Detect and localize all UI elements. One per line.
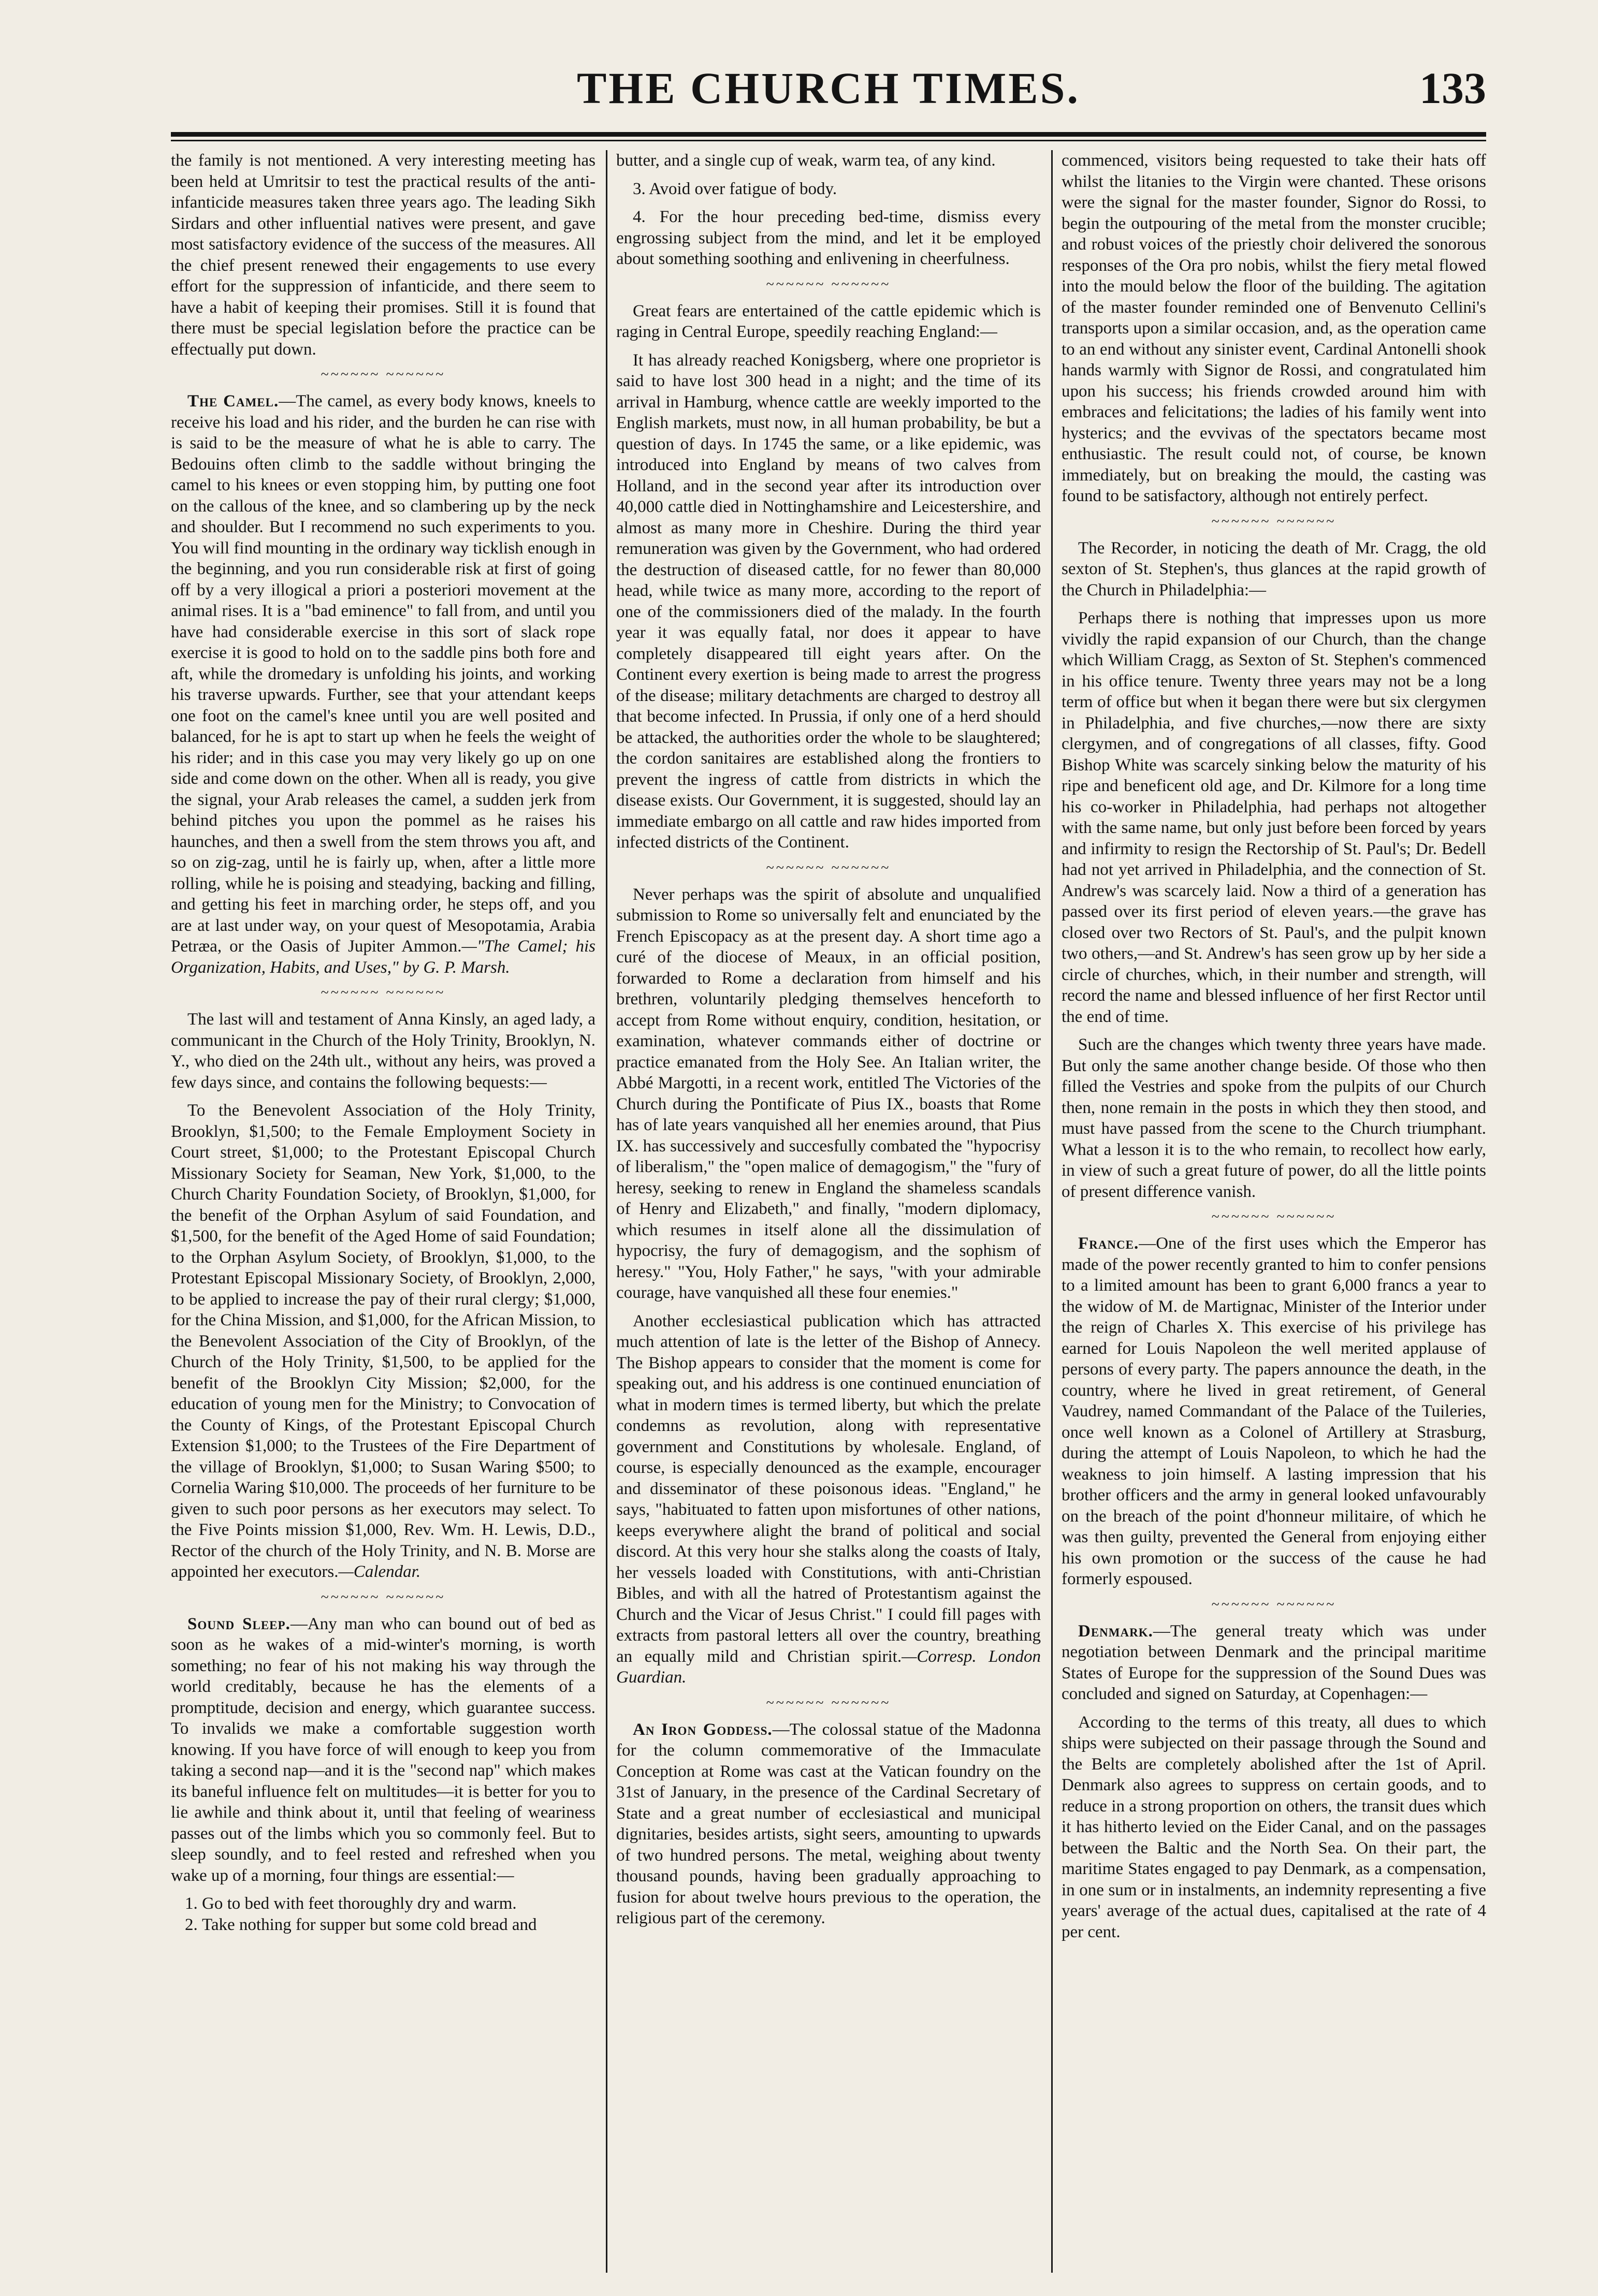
- article-citation: —Corresp. London Guardian.: [616, 1647, 1041, 1687]
- section-separator: ~~~~~~ ~~~~~~: [766, 859, 891, 876]
- article-paragraph: It has already reached Konigsberg, where one proprietor is said to have lost 300 head in a night; and the time of its arrival in Hamburg, whence cattle are weekly imported to the English markets, must now, in all human probability, be but a question of days. In 1745 the same, or a like epidemic, was introduced into England by means of two calves from Holland, and in the second year after its introduction over 40,000 cattle died in Nottinghamshire and Leicestershire, and almost as many more in Cheshire. During the third year remuneration was given by the Government, who had ordered the destruction of diseased cattle, for no fewer than 80,000 head, while twice as many more, according to the report of one of the commissioners died of the malady. In the fourth year it was equally fatal, nor does it appear to have completely disappeared till eight years after. On the Continent every exertion is being made to arrest the progress of the disease; military detachments are charged to destroy all that become infected. In Prussia, if only one of a herd should be attacked, the authorities order the whole to be slaughtered; the cordon sanitaires are established along the frontiers to prevent the ingress of cattle from districts in which the disease exists. Our Government, it is suggested, should lay an immediate embargo on all cattle and raw hides imported from infected districts of the Continent.: [616, 350, 1041, 852]
- article-sleep: [171, 1614, 595, 1886]
- list-item: 2. Take nothing for supper but some cold bread and: [202, 1914, 595, 1936]
- article-body: —The general treaty which was under negotiation between Denmark and the principal maritime States of Europe for the suppression of the Sound Dues was concluded and signed on Saturday, at Copenhagen:—: [1062, 1621, 1486, 1703]
- article-body: —One of the first uses which the Emperor has made of the power recently granted to him to confer pensions to a limited amount has been to grant 6,000 francs a year to the widow of M. de Martignac, Minister of the Interior under the reign of Charles X. This exercise of his privilege has earned for Louis Napoleon the well merited applause of persons of every party. The papers announce the death, in the country, where he lived in great retirement, of General Vaudrey, named Commandant of the Palace of the Tuileries, once well known as a Colonel of Artillery at Strasburg, during the attempt of Louis Napoleon, to which he had the weakness to join himself. A lasting impression that his brother officers and the army in general looked unfavourably on the breach of the point d'honneur militaire, of which he was then guilty, prevented the General from enjoying either his own promotion or the success of the cause he had formerly espoused.: [1062, 1234, 1486, 1588]
- article-body: —Any man who can bound out of bed as soon as he wakes of a mid-winter's morning, is worth something; no fear of his not making his way through the world creditably, because he has the elements of a promptitude, decision and energy, which guarantee success. To invalids we make a comfortable suggestion worth knowing. If you have force of will enough to keep you from taking a second nap—and it is the "second nap" which makes its baneful influence felt on multitudes—it is better for you to lie awhile and think about it, until that feeling of weariness passes out of the limbs which you so commonly feel. But to sleep soundly, and to feel rested and refreshed when you wake up of a morning, four things are essential:—: [171, 1614, 595, 1885]
- column-divider: [606, 150, 607, 2273]
- article-heading: An Iron Goddess.: [633, 1720, 773, 1739]
- article-rome: [616, 1311, 1041, 1688]
- article-body: —The colossal statue of the Madonna for the column commemorative of the Immaculate Conception at Rome was cast at the Vatican foundry on the 31st of January, in the presence of the Cardinal Secretary of State and a great number of ecclesiastical and municipal dignitaries, besides artists, sight seers, amounting to upwards of two hundred persons. The metal, weighing about twenty thousand pounds, having been gradually approaching to fusion for about twelve hours previous to the operation, the religious part of the ceremony.: [616, 1720, 1041, 1927]
- article-heading: The Camel.: [187, 392, 279, 411]
- page-number: 133: [1419, 63, 1486, 113]
- article-paragraph: The last will and testament of Anna Kinsly, an aged lady, a communicant in the Church of the Holy Trinity, Brooklyn, N. Y., who died on the 24th ult., without any heirs, was proved a few days since, and contains the following bequests:—: [171, 1010, 595, 1092]
- article-paragraph: Perhaps there is nothing that impresses upon us more vividly the rapid expansion of our Church, than the change which William Cragg, as Sexton of St. Stephen's commenced in his office tenure. Twenty three years may not be a long term of office but when it began there were but six clergymen in Philadelphia, and five churches,—now there are sixty clergymen, and of congregations of all classes, fifty. Good Bishop White was scarcely sinking below the maturity of his ripe and beneficent old age, and Dr. Kilmore for a long time his co-worker in Philadelphia, had perhaps not altogether with the same name, but only just before been forced by years and infirmity to resign the Rectorship of St. Paul's; Dr. Bedell had not yet arrived in Philadelphia, and the connection of St. Andrew's was scarcely laid. Now a third of a generation has passed over its first period of eleven years.—the grave has closed over two Rectors of St. Paul's, and the pulpit known two others,—and St. Andrew's has seen grow up by her side a circle of churches, which, in their number and strength, will record the name and blessed influence of her first Rector until the end of time.: [1062, 609, 1486, 1026]
- article-paragraph: Never perhaps was the spirit of absolute and unqualified submission to Rome so universally felt and enunciated by the French Episcopacy as at the present day. A short time ago a curé of the diocese of Meaux, in an official position, forwarded to Rome a declaration from himself and his brethren, voluntarily pledging themselves henceforth to accept from Rome without enquiry, condition, hesitation, or examination, whatever commands either of doctrine or practice emanated from the Holy See. An Italian writer, the Abbé Margotti, in a recent work, entitled The Victories of the Church during the Pontificate of Pius IX., boasts that Rome has of late years vanquished all her enemies around, that Pius IX. has successively and succesfully combated the "hypocrisy of liberalism," the "open malice of demagogism," the "fury of heresy, seeking to renew in England the shameless scandals of Henry and Elizabeth," and finally, "modern diplomacy, which resumes in itself alone all the dissimulation of hypocrisy, the fury of demagogism, and the sophism of heresy." "You, Holy Father," he says, "with your admirable courage, have vanquished all these four enemies.": [616, 885, 1041, 1302]
- list-item: 4. For the hour preceding bed-time, dismiss every engrossing subject from the mind, and let it be employed about something soothing and enlivening in cheerfulness.: [616, 208, 1041, 268]
- section-separator: ~~~~~~ ~~~~~~: [1211, 1209, 1336, 1225]
- section-separator: ~~~~~~ ~~~~~~: [1211, 1596, 1336, 1613]
- column-divider: [1051, 150, 1053, 2273]
- article-body: —The camel, as every body knows, kneels to receive his load and his rider, and the burden he can rise with is said to be the measure of what he is able to carry. The Bedouins often climb to the saddle without bringing the camel to his knees or even stopping him, by putting one foot on the callous of the knee, and so clambering up by the neck and shoulder. But I recommend no such experiments to you. You will find mounting in the ordinary way ticklish enough in the beginning, and you run considerable risk at first of going off by a very illogical a priori a posteriori movement at the animal rises. It is a "bad eminence" to fall from, and until you have had considerable exercise in this sort of slack rope exercise it is good to hold on to the saddle pins both fore and aft, while the dromedary is unfolding his joints, and working his traverse upwards. Further, see that your attendant keeps one foot on the camel's knee until you are well posited and balanced, for he is apt to start up when he feels the weight of his rider; and in this case you may very likely go up on one side and come down on the other. When all is ready, you give the signal, your Arab releases the camel, a sudden jerk from behind pitches you upon the pommel as he raises his haunches, and then a swell from the stem throws you aft, and so on zig-zag, until he is fairly up, when, after a little more rolling, while he is poising and steadying, backing and filling, and getting his feet in marching order, he steps off, and you are at last under way, on your quest of Mesopotamia, Arabia Petræa, or the Oasis of Jupiter Ammon.: [171, 392, 595, 956]
- sleep-list: [171, 1893, 595, 1935]
- article-heading: Denmark.: [1078, 1621, 1153, 1641]
- column-1: [171, 150, 595, 2273]
- column-3: [1062, 150, 1486, 2273]
- section-separator: ~~~~~~ ~~~~~~: [766, 276, 891, 293]
- article-will: [171, 1100, 595, 1583]
- article-camel: [171, 391, 595, 978]
- list-item: 1. Go to bed with feet thoroughly dry and warm.: [202, 1893, 595, 1914]
- article-iron: [616, 1719, 1041, 1929]
- newspaper-title: THE CHURCH TIMES.: [577, 63, 1080, 113]
- section-separator: ~~~~~~ ~~~~~~: [321, 367, 446, 383]
- section-separator: ~~~~~~ ~~~~~~: [321, 1589, 446, 1605]
- article-paragraph: commenced, visitors being requested to take their hats off whilst the litanies to the Virgin were chanted. These orisons were the signal for the master founder, Signor do Rossi, to begin the outpouring of the metal from the monster crucible; and robust voices of the priestly choir delivered the sonorous responses of the Ora pro nobis, whilst the fiery metal flowed into the mould below the floor of the building. The agitation of the master founder reminded one of Benvenuto Cellini's transports upon a similar occasion, and, as the operation came to an end without any sinister event, Cardinal Antonelli shook hands warmly with Signor de Rossi, and congratulated him upon his success; his friends crowded around him with embraces and felicitations; the ladies of his family went into hysterics; and the evvivas of the spectators became most enthusiastic. The result could not, of course, be known immediately, but on breaking the mould, the casting was found to be satisfactory, although not entirely perfect.: [1062, 151, 1486, 505]
- column-2: [616, 150, 1041, 2273]
- list-item: 3. Avoid over fatigue of body.: [633, 179, 837, 198]
- masthead-rule-thick: [171, 132, 1486, 137]
- article-paragraph: Great fears are entertained of the cattle epidemic which is raging in Central Europe, speedily reaching England:—: [616, 301, 1041, 341]
- masthead-rule-thin: [171, 140, 1486, 141]
- article-heading: France.: [1078, 1234, 1139, 1253]
- article-france: [1062, 1233, 1486, 1590]
- section-separator: ~~~~~~ ~~~~~~: [1211, 513, 1336, 530]
- article-citation: —"The Camel; his Organization, Habits, and Uses," by G. P. Marsh.: [171, 937, 595, 977]
- article-citation: —Calendar.: [338, 1562, 421, 1581]
- section-separator: ~~~~~~ ~~~~~~: [321, 985, 446, 1001]
- article-paragraph: the family is not mentioned. A very interesting meeting has been held at Umritsir to test the practical results of the anti-infanticide measures taken three years ago. The leading Sikh Sirdars and other influential natives were present, and gave most satisfactory evidence of the success of the measures. All the chief present renewed their engagements to use every effort for the suppression of infanticide, and there seem to have a habit of keeping their promises. Still it is found that there must be special legislation before the practice can be effectually put down.: [171, 151, 595, 359]
- article-paragraph: The Recorder, in noticing the death of Mr. Cragg, the old sexton of St. Stephen's, thus glances at the rapid growth of the Church in Philadelphia:—: [1062, 538, 1486, 599]
- article-body: Another ecclesiastical publication which has attracted much attention of late is the letter of the Bishop of Annecy. The Bishop appears to consider that the moment is come for speaking out, and his address is one continued enunciation of what in modern times is termed liberty, but which the prelate condemns as revolution, along with representative government and Constitutions by wholesale. England, of course, is especially denounced as the example, encourager and disseminator of these poisonous ideas. "England," he says, "habituated to fatten upon misfortunes of other nations, keeps everywhere alight the brand of political and social discord. At this very hour she stalks along the coasts of Italy, her vessels loaded with Constitutions, with anti-Christian Bibles, and with all the hatred of Protestantism against the Church and the Vicar of Jesus Christ." I could fill pages with extracts from pastoral letters all over the country, breathing an equally mild and Christian spirit.: [616, 1311, 1041, 1666]
- article-heading: Sound Sleep.: [187, 1614, 290, 1633]
- section-separator: ~~~~~~ ~~~~~~: [766, 1694, 891, 1711]
- article-paragraph: Such are the changes which twenty three years have made. But only the same another change beside. Of those who then filled the Vestries and spoke from the pulpits of our Church then, none remain in the posts in which they then stood, and must have passed from the scene to the Church triumphant. What a lesson it is to the who remain, to recollect how early, in view of such a great future of power, do all the little points of present difference vanish.: [1062, 1035, 1486, 1201]
- article-paragraph: butter, and a single cup of weak, warm tea, of any kind.: [616, 151, 996, 170]
- article-paragraph: According to the terms of this treaty, all dues to which ships were subjected on their passage through the Sound and the Belts are completely abolished after the 1st of April. Denmark also agrees to suppress on certain goods, and to reduce in a strong proportion on others, the transit dues which it has hitherto levied on the Eider Canal, and on the passages between the Baltic and the North Sea. On their part, the maritime States engaged to pay Denmark, as a compensation, in one sum or in instalments, an indemnity representing a five years' average of the actual dues, capitalised at the rate of 4 per cent.: [1062, 1713, 1486, 1941]
- masthead: [171, 62, 1486, 119]
- article-body: To the Benevolent Association of the Holy Trinity, Brooklyn, $1,500; to the Female Employment Society in Court street, $1,000; to the Protestant Episcopal Church Missionary Society for Seaman, New York, $1,000, to the Church Charity Foundation Society, of Brooklyn, $1,000, for the benefit of the Orphan Asylum of said Foundation, and $1,500, for the benefit of the Aged Home of said Foundation; to the Orphan Asylum Society, of Brooklyn, $1,000, to the Protestant Episcopal Missionary Society, of Brooklyn, 2,000, to be applied to increase the pay of their rural clergy; $1,000, for the China Mission, and $1,000, for the African Mission, to the Benevolent Association of the City of Brooklyn, of the Church of the Holy Trinity, $1,500, to be applied for the benefit of the Brooklyn City Mission; $2,000, for the education of young men for the Ministry; to Convocation of the County of Kings, of the Protestant Episcopal Church Extension $1,000; to the Trustees of the Fire Department of the village of Brooklyn, $1,000; to Susan Waring $500; to Cornelia Waring $10,000. The proceeds of her furniture to be given to such poor persons as her executors may select. To the Five Points mission $1,000, Rev. Wm. H. Lewis, D.D., Rector of the church of the Holy Trinity, and N. B. Morse are appointed her executors.: [171, 1101, 595, 1581]
- article-denmark: [1062, 1621, 1486, 1705]
